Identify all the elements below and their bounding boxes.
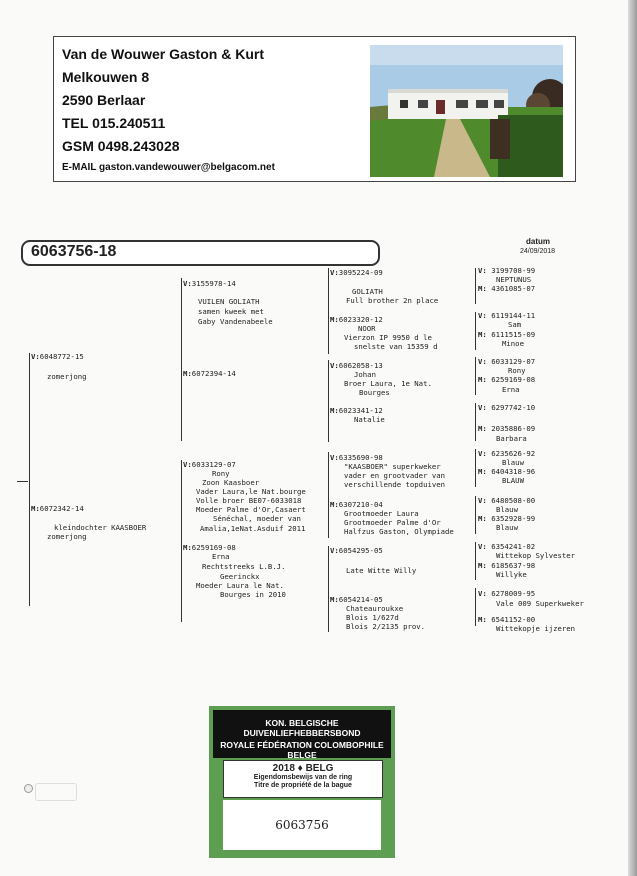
- gen4-name-9: Blauw: [502, 458, 524, 467]
- v-label: V:: [478, 542, 487, 551]
- mv-line-3: Vader Laura,le Nat.bourge: [196, 487, 306, 496]
- father-note: zomerjong: [47, 372, 87, 381]
- gen4-ring-12: 6352928-99: [491, 514, 536, 523]
- b-line-3: snelste van 15359 d: [354, 342, 438, 351]
- h-line-3: Blois 2/2135 prov.: [346, 622, 426, 631]
- card-sub-nl: Eigendomsbewijs van de ring: [253, 774, 353, 781]
- gen4-ring-8: 2035886-09: [491, 424, 536, 433]
- gen4-ring-13: 6354241-02: [491, 542, 536, 551]
- gen4-name-5: Rony: [508, 366, 526, 375]
- owner-name: Van de Wouwer Gaston & Kurt: [62, 46, 264, 62]
- datum-value: 24/09/2018: [520, 248, 556, 255]
- loft-photo: [370, 45, 563, 177]
- gen3-d-row: [330, 406, 383, 415]
- vv-line-2: samen kweek met: [198, 307, 264, 316]
- c-line-2: Broer Laura, 1e Nat.: [344, 379, 432, 388]
- page-edge-shadow: [628, 0, 637, 876]
- gen4-name-10: BLAUW: [502, 476, 524, 485]
- gen4-bracket-4: [475, 403, 476, 441]
- owner-city: 2590 Berlaar: [62, 92, 146, 108]
- v-label: V:: [183, 279, 192, 288]
- loft-photo-image: [370, 45, 563, 177]
- c-ring: 6062058-13: [338, 361, 383, 370]
- gen4-bracket-3: [475, 357, 476, 395]
- gen3-c-row: [330, 361, 383, 370]
- b-line-2: Vierzon IP 9950 d le: [344, 333, 432, 342]
- d-ring: 6023341-12: [338, 406, 383, 415]
- mv-line-1: Rony: [212, 469, 230, 478]
- mv-line-2: Zoon Kaasboer: [202, 478, 260, 487]
- m-label: M:: [330, 315, 339, 324]
- f-ring: 6307210-04: [338, 500, 383, 509]
- ring-ownership-card: [209, 706, 395, 858]
- gen4-bracket-1: [475, 268, 476, 304]
- a-ring: 3095224-09: [338, 268, 383, 277]
- card-year-row: [224, 761, 382, 774]
- gen4-bracket-6: [475, 496, 476, 534]
- gen4-bracket-2: [475, 312, 476, 350]
- vv-ring: 3155978-14: [191, 279, 236, 288]
- gen4-11-row: [478, 496, 535, 505]
- gen4-13-row: [478, 542, 535, 551]
- mv-ring: 6033129-07: [191, 460, 236, 469]
- h-ring: 6054214-05: [338, 595, 383, 604]
- v-label: V:: [330, 453, 339, 462]
- gen2-vv-row: [183, 279, 236, 288]
- c-line-3: Bourges: [359, 388, 390, 397]
- h-line-2: Blois 1/627d: [346, 613, 399, 622]
- gen3-b-row: [330, 315, 383, 324]
- v-label: V:: [478, 311, 487, 320]
- m-label: M:: [183, 369, 192, 378]
- gen4-ring-10: 6404318-96: [491, 467, 536, 476]
- h-line-1: Chateauroukxe: [346, 604, 404, 613]
- m-label: M:: [478, 375, 487, 384]
- gen4-9-row: [478, 449, 535, 458]
- gen4-ring-5: 6033129-07: [491, 357, 536, 366]
- gen2-mother-bracket: [181, 460, 182, 622]
- gen4-7-row: [478, 403, 535, 412]
- gen2-mv-row: [183, 460, 236, 469]
- root-connector: [17, 481, 28, 482]
- c-line-1: Johan: [354, 370, 376, 379]
- gen4-name-13: Wittekop Sylvester: [496, 551, 576, 560]
- owner-gsm: GSM 0498.243028: [62, 138, 180, 154]
- m-label: M:: [330, 500, 339, 509]
- mm-line-1: Erna: [212, 552, 230, 561]
- ring-title-box: [21, 240, 380, 266]
- card-federation-nl: KON. BELGISCHE DUIVENLIEFHEBBERSBOND: [243, 718, 361, 738]
- f-line-3: Halfzus Gaston, Olympiade: [344, 527, 454, 536]
- gen4-bracket-5: [475, 449, 476, 487]
- mv-line-5: Moeder Palme d'Or,Casaert: [196, 505, 306, 514]
- gen4-5-row: [478, 357, 535, 366]
- f-line-2: Grootmoeder Palme d'Or: [344, 518, 441, 527]
- e-ring: 6335690-98: [338, 453, 383, 462]
- gen1-bracket: [29, 353, 30, 606]
- gen2-vm-row: [183, 369, 236, 378]
- g-ring: 6054295-05: [338, 546, 383, 555]
- mv-line-4: Volle broer BE07-6033018: [196, 496, 302, 505]
- v-label: V:: [330, 268, 339, 277]
- d-line-1: Natalie: [354, 415, 385, 424]
- owner-street: Melkouwen 8: [62, 69, 150, 85]
- gen3-bracket-b: [328, 360, 329, 442]
- owner-email: E-MAIL gaston.vandewouwer@belgacom.net: [62, 162, 275, 173]
- mm-line-2: Rechtstreeks L.B.J.: [202, 562, 286, 571]
- card-sub-fr: Titre de propriété de la bague: [254, 782, 352, 789]
- m-label: M:: [478, 514, 487, 523]
- v-label: V:: [330, 546, 339, 555]
- card-country: BELG: [305, 763, 334, 774]
- v-label: V:: [31, 352, 40, 361]
- gen4-ring-6: 6259169-08: [491, 375, 536, 384]
- gen3-g-row: [330, 546, 383, 555]
- m-label: M:: [183, 543, 192, 552]
- b-line-1: NOOR: [358, 324, 376, 333]
- gen4-1-row: [478, 266, 535, 275]
- v-label: V:: [478, 449, 487, 458]
- gen4-name-16: Wittekopje ijzeren: [496, 624, 576, 633]
- g-line-1: Late Witte Willy: [346, 566, 417, 575]
- m-label: M:: [478, 615, 487, 624]
- gen4-name-3: Sam: [508, 320, 522, 329]
- gen4-4-row: [478, 330, 535, 339]
- gen3-bracket-d: [328, 546, 329, 632]
- vv-line-1: VUILEN GOLIATH: [198, 297, 260, 306]
- card-info: [223, 760, 383, 798]
- m-label: M:: [31, 504, 40, 513]
- card-header: [213, 710, 391, 758]
- e-line-1: "KAASBOER" superkweker: [344, 462, 441, 471]
- gen3-a-row: [330, 268, 383, 277]
- faint-logo-icon: [35, 783, 77, 801]
- b-ring: 6023320-12: [338, 315, 383, 324]
- gen4-2-row: [478, 284, 535, 293]
- card-year: 2018: [272, 763, 295, 774]
- gen2-father-bracket: [181, 278, 182, 441]
- gen4-16-row: [478, 615, 535, 624]
- datum-label: datum: [526, 237, 550, 246]
- gen4-name-12: Blauw: [496, 523, 518, 532]
- mv-line-6: Sénéchal, moeder van: [213, 514, 301, 523]
- gen3-f-row: [330, 500, 383, 509]
- gen4-ring-3: 6119144-11: [491, 311, 536, 320]
- vm-ring: 6072394-14: [191, 369, 236, 378]
- owner-header: [53, 36, 576, 182]
- m-label: M:: [478, 284, 487, 293]
- v-label: V:: [478, 357, 487, 366]
- m-label: M:: [478, 330, 487, 339]
- gen4-ring-16: 6541152-00: [491, 615, 536, 624]
- v-label: V:: [478, 266, 487, 275]
- gen4-name-4: Minoe: [502, 339, 524, 348]
- mother-ring: 6072342-14: [39, 504, 84, 513]
- owner-contact: [62, 43, 275, 178]
- punch-hole: [24, 784, 33, 793]
- gen4-name-1: NEPTUNUS: [496, 275, 532, 284]
- gen4-8-row: [478, 424, 535, 433]
- ring-number: 6063756-18: [31, 243, 117, 260]
- gen4-name-11: Blauw: [496, 505, 518, 514]
- mother-note-1: kleindochter KAASBOER: [54, 523, 147, 532]
- v-label: V:: [478, 403, 487, 412]
- gen4-name-6: Erna: [502, 385, 520, 394]
- mm-line-5: Bourges in 2010: [220, 590, 286, 599]
- e-line-2: vader en grootvader van: [344, 471, 446, 480]
- mv-line-7: Amalia,1eNat.Asduif 2011: [200, 524, 306, 533]
- gen4-name-14: Willyke: [496, 570, 527, 579]
- m-label: M:: [330, 595, 339, 604]
- gen1-mother-row: [31, 504, 84, 513]
- gen4-name-15: Vale 009 Superkweker: [496, 599, 584, 608]
- card-number: 6063756: [275, 818, 329, 832]
- gen4-bracket-8: [475, 588, 476, 626]
- v-label: V:: [478, 589, 487, 598]
- card-number-window: [223, 800, 381, 850]
- gen4-ring-1: 3199708-99: [491, 266, 536, 275]
- m-label: M:: [478, 424, 487, 433]
- gen4-ring-11: 6480508-00: [491, 496, 536, 505]
- gen4-ring-9: 6235626-92: [491, 449, 536, 458]
- gen1-father-row: [31, 352, 84, 361]
- gen4-10-row: [478, 467, 535, 476]
- gen4-3-row: [478, 311, 535, 320]
- gen3-e-row: [330, 453, 383, 462]
- gen4-ring-14: 6185637-98: [491, 561, 536, 570]
- gen3-h-row: [330, 595, 383, 604]
- a-line-1: GOLIATH: [352, 287, 383, 296]
- m-label: M:: [478, 561, 487, 570]
- a-line-2: Full brother 2n place: [346, 296, 439, 305]
- v-label: V:: [330, 361, 339, 370]
- gen3-bracket-c: [328, 452, 329, 538]
- owner-tel: TEL 015.240511: [62, 115, 166, 131]
- gen4-ring-4: 6111515-09: [491, 330, 536, 339]
- mm-ring: 6259169-08: [191, 543, 236, 552]
- gen4-bracket-7: [475, 542, 476, 580]
- mm-line-4: Moeder Laura le Nat.: [196, 581, 284, 590]
- father-ring: 6048772-15: [39, 352, 84, 361]
- v-label: V:: [183, 460, 192, 469]
- gen4-6-row: [478, 375, 535, 384]
- gen4-ring-2: 4361085-07: [491, 284, 536, 293]
- m-label: M:: [330, 406, 339, 415]
- gen4-14-row: [478, 561, 535, 570]
- m-label: M:: [478, 467, 487, 476]
- vv-line-3: Gaby Vandenabeele: [198, 317, 273, 326]
- gen4-ring-15: 6278009-95: [491, 589, 536, 598]
- crown-icon: ♦: [297, 763, 303, 774]
- gen4-12-row: [478, 514, 535, 523]
- gen4-name-8: Barbara: [496, 434, 527, 443]
- v-label: V:: [478, 496, 487, 505]
- mm-line-3: Geerinckx: [220, 572, 260, 581]
- card-federation-fr: ROYALE FÉDÉRATION COLOMBOPHILE BELGE: [220, 740, 384, 760]
- gen3-bracket-a: [328, 268, 329, 354]
- gen4-15-row: [478, 589, 535, 598]
- f-line-1: Grootmoeder Laura: [344, 509, 419, 518]
- gen4-ring-7: 6297742-10: [491, 403, 536, 412]
- e-line-3: verschillende topduiven: [344, 480, 446, 489]
- gen2-mm-row: [183, 543, 236, 552]
- mother-note-2: zomerjong: [47, 532, 87, 541]
